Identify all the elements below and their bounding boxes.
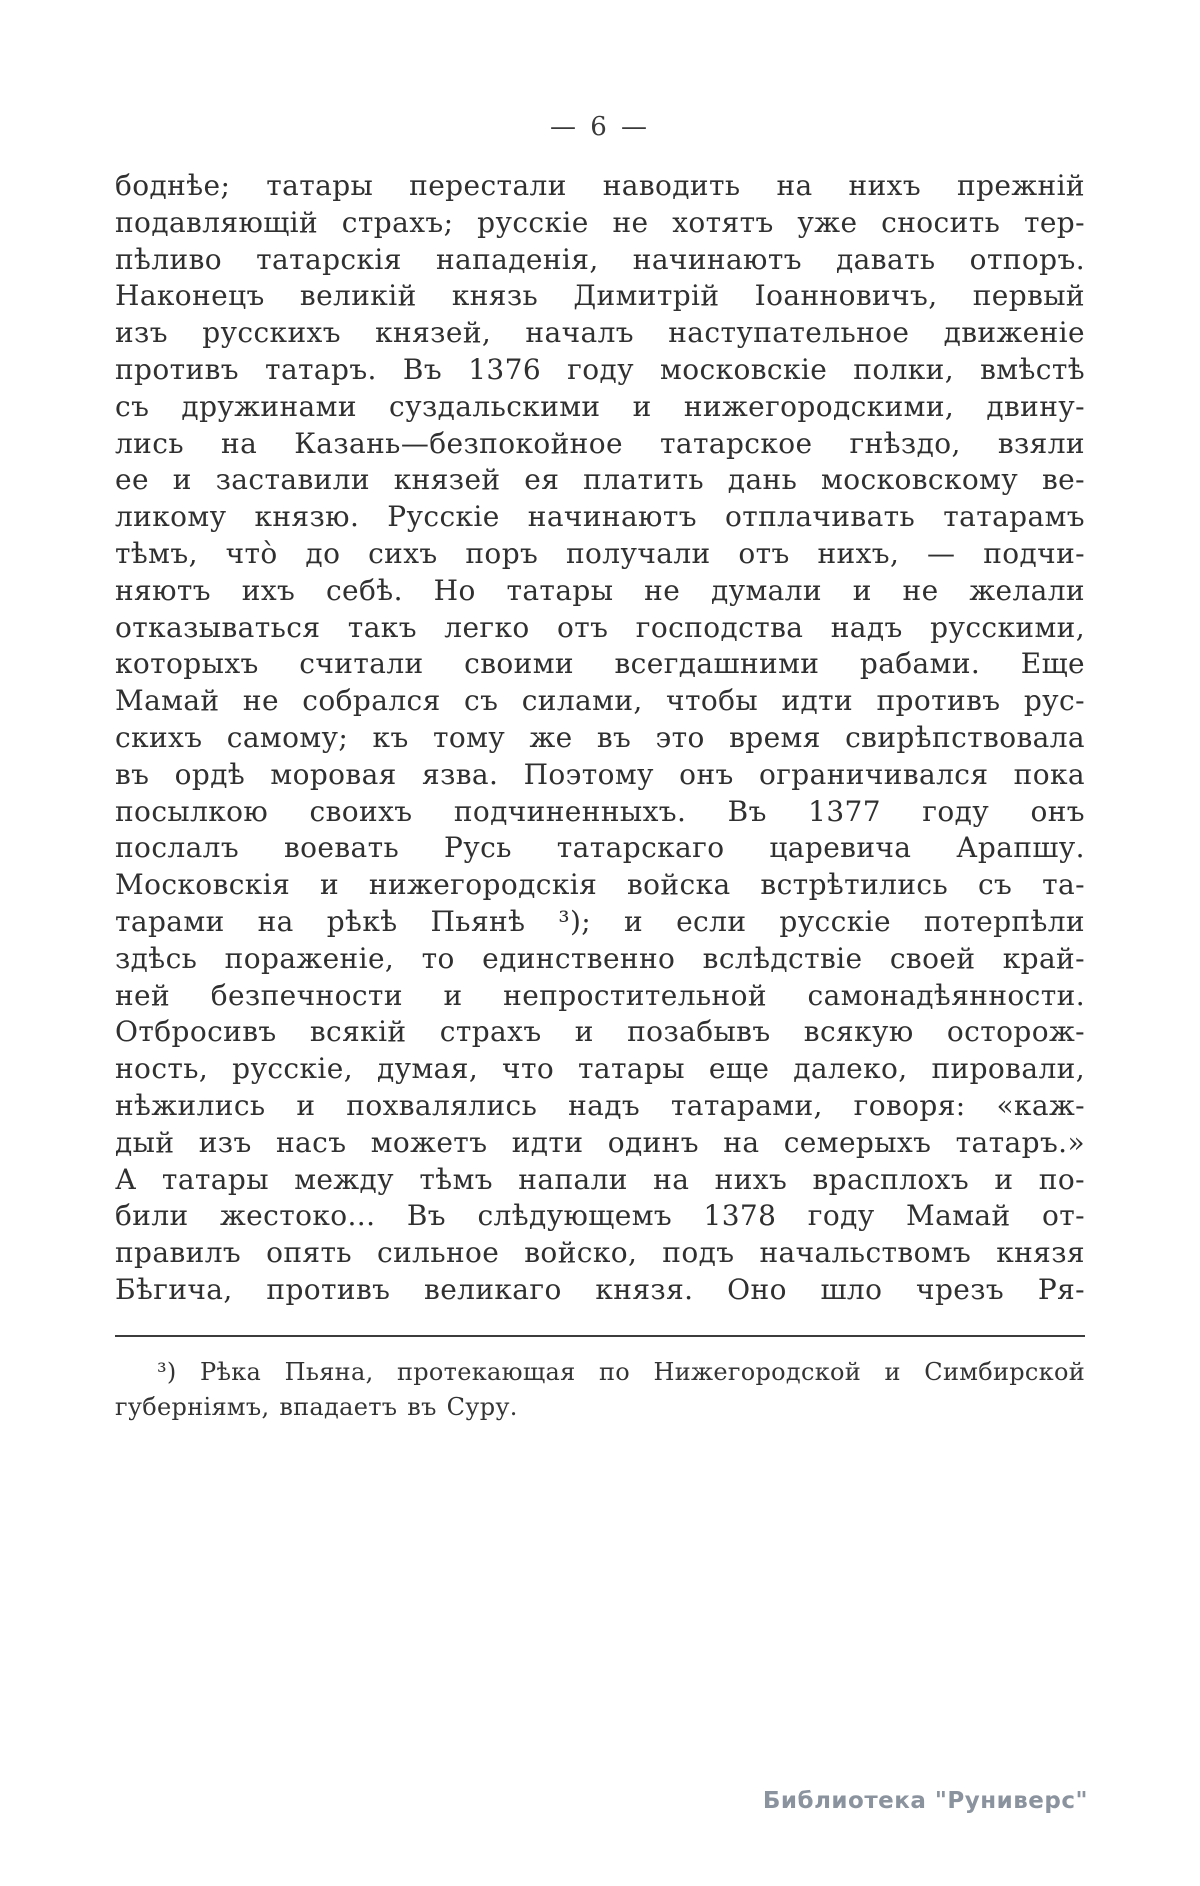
text-line: изъ русскихъ князей, началъ наступательное движеніе <box>115 316 1085 350</box>
text-line: въ ордѣ моровая язва. Поэтому онъ ограничивался пока <box>115 757 1085 791</box>
page-body <box>115 168 1085 1309</box>
text-line: Отбросивъ всякій страхъ и позабывъ всякую осторож- <box>115 1015 1085 1049</box>
text-line: ее и заставили князей ея платить дань московскому ве- <box>115 463 1085 497</box>
text-line: скихъ самому; къ тому же въ это время свирѣпствовала <box>115 720 1085 754</box>
text-line: посылкою своихъ подчиненныхъ. Въ 1377 году онъ <box>115 794 1085 828</box>
text-line: которыхъ считали своими всегдашними рабами. Еще <box>115 647 1085 681</box>
text-line: пѣливо татарскія нападенія, начинаютъ давать отпоръ. <box>115 242 1085 276</box>
text-line: отказываться такъ легко отъ господства надъ русскими, <box>115 610 1085 644</box>
page-number: — 6 — <box>549 112 651 142</box>
text-line: А татары между тѣмъ напали на нихъ врасплохъ и по- <box>115 1162 1085 1196</box>
text-line: ней безпечности и непростительной самонадѣянности. <box>115 978 1085 1012</box>
text-line: няютъ ихъ себѣ. Но татары не думали и не желали <box>115 573 1085 607</box>
text-line: Бѣгича, противъ великаго князя. Оно шло чрезъ Ря- <box>115 1272 1085 1306</box>
library-watermark: Библиотека "Руниверс" <box>762 1788 1088 1814</box>
text-line: подавляющій страхъ; русскіе не хотятъ уже сносить тер- <box>115 205 1085 239</box>
text-line: ность, русскіе, думая, что татары еще далеко, пировали, <box>115 1052 1085 1086</box>
text-line: ликому князю. Русскіе начинаютъ отплачивать татарамъ <box>115 500 1085 534</box>
text-line: послалъ воевать Русь татарскаго царевича Арапшу. <box>115 831 1085 865</box>
text-line: Наконецъ великій князь Димитрій Іоанновичъ, первый <box>115 279 1085 313</box>
text-line: губерніямъ, впадаетъ въ Суру. <box>115 1392 518 1421</box>
text-line: тарами на рѣкѣ Пьянѣ ³); и если русскіе потерпѣли <box>115 904 1085 938</box>
text-line: нѣжились и похвалялись надъ татарами, говоря: «каж- <box>115 1088 1085 1122</box>
text-line: здѣсь пораженіе, то единственно вслѣдствіе своей край- <box>115 941 1085 975</box>
text-line: били жестоко... Въ слѣдующемъ 1378 году Мамай от- <box>115 1199 1085 1233</box>
text-line: тѣмъ, что̀ до сихъ поръ получали отъ нихъ, — подчи- <box>115 536 1085 570</box>
text-line: Мамай не собрался съ силами, чтобы идти противъ рус- <box>115 684 1085 718</box>
text-line: дый изъ насъ можетъ идти одинъ на семерыхъ татаръ.» <box>115 1125 1085 1159</box>
footnote <box>115 1355 1085 1425</box>
text-line: боднѣе; татары перестали наводить на нихъ прежній <box>115 169 1085 202</box>
text-line: правилъ опять сильное войско, подъ начальствомъ князя <box>115 1236 1085 1270</box>
text-line: съ дружинами суздальскими и нижегородскими, двину- <box>115 389 1085 423</box>
footnote-divider <box>115 1335 1085 1337</box>
text-line: лись на Казань—безпокойное татарское гнѣздо, взяли <box>115 426 1085 460</box>
text-line: Московскія и нижегородскія войска встрѣтились съ та- <box>115 868 1085 902</box>
text-line: ³) Рѣка Пьяна, протекающая по Нижегородской и Симбирской <box>157 1357 1085 1386</box>
text-line: противъ татаръ. Въ 1376 году московскіе полки, вмѣстѣ <box>115 352 1085 386</box>
